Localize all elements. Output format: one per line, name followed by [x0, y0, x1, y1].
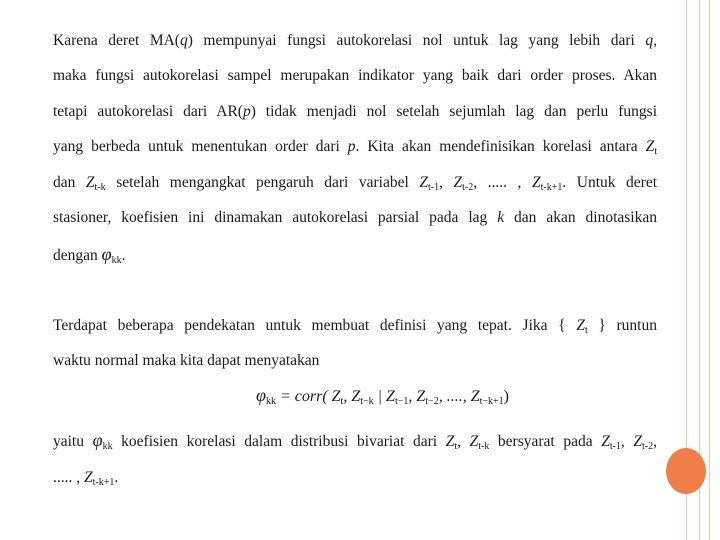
decorative-rule-3	[709, 0, 710, 540]
p3-line-1: yaitu $\varphi_{kk}$ koefisien korelasi dalam distribusi bivariat dari $Z_t$, $Z_{t-k}$ bersyarat pada $Z_{t-1}$, $Z_{t-2}$,	[53, 430, 658, 452]
p1-line-5: dan $Z_{t-k}$ setelah mengangkat pengaruh dari variabel $Z_{t-1}$, $Z_{t-2}$, ..... , $Z_{t-k+1}$. Untuk deret	[53, 174, 658, 193]
p1-line-4: yang berbeda untuk menentukan order dari p. Kita akan mendefinisikan korelasi antara $Z_t$	[53, 138, 657, 157]
p3-line-2: ..... , $Z_{t-k+1}$.	[53, 469, 119, 488]
p2-line-1: Terdapat beberapa pendekatan untuk membuat definisi yang tepat. Jika { $Z_t$ } runtun	[53, 317, 657, 336]
p1-line-7: dengan $\varphi_{kk}$.	[53, 244, 126, 266]
pacf-formula: $\varphi_{kk}$ = corr( $Z_t$, $Z_{t-k}$ | $Z_{t-1}$, $Z_{t-2}$, ...., $Z_{t-k+1}$)	[256, 385, 509, 407]
p1-line-3: tetapi autokorelasi dari AR(p) tidak menjadi nol setelah sejumlah lag dan perlu fungsi	[53, 103, 657, 120]
accent-circle	[666, 448, 706, 494]
phi-symbol: φ	[101, 244, 112, 264]
p1-line-2: maka fungsi autokorelasi sampel merupakan indikator yang baik dari order proses. Akan	[53, 67, 657, 84]
p1-line-6: stasioner, koefisien ini dinamakan autokorelasi parsial pada lag k dan akan dinotasikan	[53, 209, 657, 226]
p2-line-2: waktu normal maka kita dapat menyatakan	[53, 352, 320, 369]
p1-line-1: Karena deret MA(q) mempunyai fungsi autokorelasi nol untuk lag yang lebih dari q,	[53, 32, 657, 49]
